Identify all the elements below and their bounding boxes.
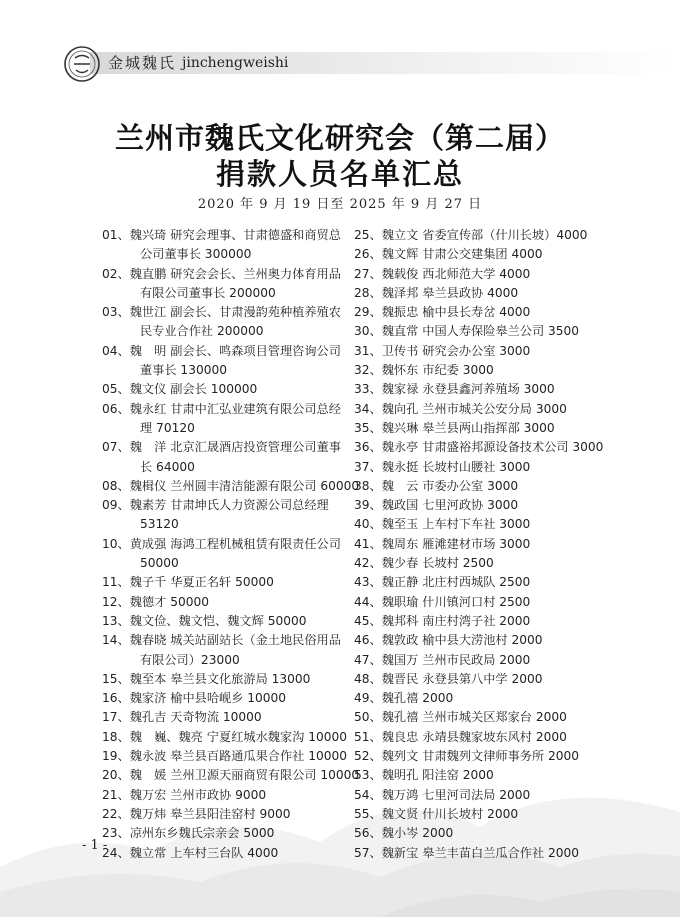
donor-index: 24、 <box>102 845 130 860</box>
donor-name: 魏 云 <box>381 478 419 493</box>
donor-entry <box>354 689 654 708</box>
donor-detail: 2000 <box>422 691 454 706</box>
donor-name: 魏春晓 <box>129 633 167 648</box>
donor-name: 魏载俊 <box>381 266 419 281</box>
donor-detail: 副会长、鸣森项目管理咨询公司 <box>170 343 341 358</box>
donor-detail: 研究会会长、兰州奥力体育用品 <box>170 266 341 281</box>
donor-name: 魏 巍、魏亮 <box>129 729 203 744</box>
donor-index: 51、 <box>354 729 382 744</box>
donor-index: 10、 <box>102 536 130 551</box>
donor-entry <box>354 612 654 631</box>
donor-entry <box>354 226 654 245</box>
donor-detail: 甘肃坤氏人力资源公司总经理 <box>170 498 329 513</box>
donor-detail: 榆中县大涝池村 2000 <box>422 633 543 648</box>
donor-index: 45、 <box>354 613 382 628</box>
donor-detail: 甘肃公交建集团 4000 <box>422 247 543 262</box>
donor-index: 15、 <box>102 671 130 686</box>
donor-detail: 甘肃魏列文律师事务所 2000 <box>422 749 580 764</box>
donor-name: 魏永亭 <box>381 440 419 455</box>
donor-index: 03、 <box>102 305 130 320</box>
donor-entry <box>354 824 654 843</box>
donor-entry-continuation <box>102 458 348 477</box>
donor-detail: 北京汇晟酒店投资管理公司董事 <box>170 440 341 455</box>
donor-entry <box>102 303 348 322</box>
donor-name: 魏孔禧 <box>381 710 419 725</box>
donor-entry <box>354 554 654 573</box>
donor-index: 07、 <box>102 440 130 455</box>
donor-entry <box>102 593 348 612</box>
donor-detail: 中国人寿保险皋兰公司 3500 <box>422 324 580 339</box>
donor-entry <box>102 400 348 419</box>
donor-name: 魏小岑 <box>381 826 419 841</box>
donor-detail: 兰州卫源天丽商贸有限公司 10000 <box>170 768 360 783</box>
donor-list-left <box>102 226 360 863</box>
donor-entry <box>102 805 348 824</box>
donor-detail: 天奇物流 10000 <box>170 710 262 725</box>
donor-entry <box>102 689 348 708</box>
document-title-line2: 捐款人员名单汇总 <box>215 157 464 191</box>
donor-entry <box>354 265 654 284</box>
donor-detail: 兰州市政协 9000 <box>170 787 267 802</box>
donor-entry <box>102 342 348 361</box>
donor-index: 06、 <box>102 401 130 416</box>
header-brand-cn: 金城魏氏 <box>108 54 177 72</box>
donor-detail: 皋兰县两山指挥部 3000 <box>422 420 555 435</box>
donor-name: 魏周东 <box>381 536 419 551</box>
donor-detail: 副会长、甘肃漫韵苑种植养殖农 <box>170 305 341 320</box>
donor-entry <box>354 322 654 341</box>
donor-index: 52、 <box>354 749 382 764</box>
donor-name: 魏万鸿 <box>381 787 419 802</box>
donor-name: 魏兴琦 <box>129 228 167 242</box>
donor-name: 魏 洋 <box>129 440 167 455</box>
donor-index: 40、 <box>354 517 382 532</box>
donor-index: 38、 <box>354 478 382 493</box>
donor-detail: 53120 <box>140 517 179 532</box>
donor-entry-continuation <box>102 419 348 438</box>
donor-entry <box>354 361 654 380</box>
donor-index: 11、 <box>102 575 130 590</box>
donor-name: 魏素芳 <box>129 498 167 513</box>
donor-detail: 市委办公室 3000 <box>422 478 519 493</box>
donor-entry <box>102 226 348 245</box>
donor-index: 27、 <box>354 266 382 281</box>
donor-index: 43、 <box>354 575 382 590</box>
donor-entry <box>102 728 348 747</box>
donor-entry-continuation <box>102 284 348 303</box>
donor-index: 19、 <box>102 749 130 764</box>
donor-name: 魏家济 <box>129 691 167 706</box>
donor-index: 16、 <box>102 691 130 706</box>
donor-entry <box>102 766 360 785</box>
donor-detail: 永登县第八中学 2000 <box>422 671 543 686</box>
donor-entry <box>354 805 654 824</box>
donor-entry <box>354 342 654 361</box>
header-band <box>90 52 680 74</box>
donor-name: 魏至本 <box>129 671 167 686</box>
donor-detail: 皋兰县政协 4000 <box>422 285 519 300</box>
donor-detail: 50000 <box>140 556 179 571</box>
donor-index: 04、 <box>102 343 130 358</box>
donor-entry <box>354 419 654 438</box>
donor-entry-continuation <box>102 361 348 380</box>
donor-index: 18、 <box>102 729 130 744</box>
donor-name: 魏孔吉 <box>129 710 167 725</box>
donor-detail: 兰州市民政局 2000 <box>422 652 531 667</box>
donor-entry <box>102 477 360 496</box>
donor-entry <box>354 670 654 689</box>
donor-detail: 北庄村西城队 2500 <box>422 575 531 590</box>
donor-index: 44、 <box>354 594 382 609</box>
donor-index: 08、 <box>102 478 130 493</box>
donor-entry <box>102 708 348 727</box>
donor-entry <box>102 747 348 766</box>
donor-entry <box>102 535 348 554</box>
donor-detail: 什川镇河口村 2500 <box>422 594 531 609</box>
donor-detail: 研究会理事、甘肃德盛和商贸总 <box>170 228 341 242</box>
donor-name: 魏少春 <box>381 556 419 571</box>
donor-detail: 民专业合作社 200000 <box>140 324 264 339</box>
donor-entry-continuation <box>102 651 348 670</box>
donor-detail: 5000 <box>243 826 275 841</box>
donor-name: 魏文俭、魏文恺、魏文辉 <box>129 613 264 628</box>
donor-detail: 研究会办公室 3000 <box>422 343 531 358</box>
page-number: - 1 - <box>82 838 108 853</box>
donor-name: 魏永红 <box>129 401 167 416</box>
donor-detail: 长坡村山腰社 3000 <box>422 459 531 474</box>
donor-entry <box>354 245 654 264</box>
donor-entry <box>354 708 654 727</box>
donor-name: 魏文仪 <box>129 382 167 397</box>
donor-index: 29、 <box>354 305 382 320</box>
donor-index: 20、 <box>102 768 130 783</box>
donor-entry <box>354 766 654 785</box>
donor-detail: 甘肃中汇弘业建筑有限公司总经 <box>170 401 341 416</box>
donor-entry-continuation <box>102 515 348 534</box>
donor-detail: 南庄村湾子社 2000 <box>422 613 531 628</box>
donor-entry <box>102 631 348 650</box>
donor-index: 36、 <box>354 440 382 455</box>
donor-index: 46、 <box>354 633 382 648</box>
donor-detail: 榆中县哈岘乡 10000 <box>170 691 287 706</box>
donor-entry <box>354 573 654 592</box>
donor-detail: 兰州市城关区郑家台 2000 <box>422 710 567 725</box>
donor-name: 魏世江 <box>129 305 167 320</box>
donor-detail: 海鸿工程机械租赁有限责任公司 <box>170 536 341 551</box>
donor-detail: 兰州市城关公安分局 3000 <box>422 401 567 416</box>
donor-name: 魏立常 <box>129 845 167 860</box>
donor-name: 魏邦科 <box>381 613 419 628</box>
donor-entry <box>354 477 654 496</box>
donor-name: 魏列文 <box>381 749 419 764</box>
donor-index: 35、 <box>354 420 382 435</box>
donor-name: 魏子千 <box>129 575 167 590</box>
donor-index: 23、 <box>102 826 130 841</box>
donor-name: 魏永挺 <box>381 459 419 474</box>
donor-entry <box>354 593 654 612</box>
donor-entry <box>354 535 654 554</box>
donor-index: 39、 <box>354 498 382 513</box>
donor-entry-continuation <box>102 554 348 573</box>
donor-detail: 上车村下车社 3000 <box>422 517 531 532</box>
donor-detail: 皋兰丰苗白兰瓜合作社 2000 <box>422 845 580 860</box>
donor-name: 魏良忠 <box>381 729 419 744</box>
donor-name: 魏永波 <box>129 749 167 764</box>
donor-name: 魏正静 <box>381 575 419 590</box>
donor-index: 13、 <box>102 613 130 628</box>
donor-name: 魏文辉 <box>381 247 419 262</box>
donor-index: 02、 <box>102 266 130 281</box>
donor-detail: 上车村三台队 4000 <box>170 845 279 860</box>
donor-detail: 50000 <box>170 594 210 609</box>
donor-name: 黄成强 <box>129 536 167 551</box>
donor-name: 魏立文 <box>381 228 419 242</box>
donor-detail: 雁滩建材市场 3000 <box>422 536 531 551</box>
donor-entry <box>354 284 654 303</box>
donor-entry <box>354 728 654 747</box>
donor-name: 魏德才 <box>129 594 167 609</box>
donor-detail: 长坡村 2500 <box>422 556 494 571</box>
donor-entry <box>354 515 654 534</box>
donor-detail: 甘肃盛裕邦源设备技术公司 3000 <box>422 440 604 455</box>
donor-name: 魏 媛 <box>129 768 167 783</box>
donor-entry <box>102 824 348 843</box>
donor-index: 54、 <box>354 787 382 802</box>
donor-name: 魏职瑜 <box>381 594 419 609</box>
donor-index: 14、 <box>102 633 130 648</box>
donor-index: 32、 <box>354 363 382 378</box>
donor-entry <box>354 400 654 419</box>
donor-index: 49、 <box>354 691 382 706</box>
donor-detail: 永靖县魏家坡东风村 2000 <box>422 729 567 744</box>
donor-detail: 兰州圆丰清洁能源有限公司 60000 <box>170 478 360 493</box>
donor-index: 25、 <box>354 228 382 242</box>
donor-detail: 城关站副站长（金土地民俗用品 <box>170 633 341 648</box>
donor-entry <box>102 496 348 515</box>
donor-detail: 皋兰县阳洼窑村 9000 <box>170 806 291 821</box>
donor-detail: 什川长坡村 2000 <box>422 806 519 821</box>
donor-detail: 有限公司董事长 200000 <box>140 285 276 300</box>
donor-detail: 长 64000 <box>140 459 195 474</box>
donor-detail: 榆中县长寿岔 4000 <box>422 305 531 320</box>
donor-index: 26、 <box>354 247 382 262</box>
donor-entry <box>102 573 348 592</box>
donor-name: 魏万宏 <box>129 787 167 802</box>
donor-index: 33、 <box>354 382 382 397</box>
donor-name: 魏兴琳 <box>381 420 419 435</box>
donor-index: 42、 <box>354 556 382 571</box>
donor-name: 魏明孔 <box>381 768 419 783</box>
donor-entry <box>354 844 654 863</box>
header-brand-en: jinchengweishi <box>182 55 289 71</box>
donor-name: 魏新宝 <box>381 845 419 860</box>
donor-index: 56、 <box>354 826 382 841</box>
donor-entry <box>354 458 654 477</box>
donor-name: 魏直常 <box>381 324 419 339</box>
donor-entry <box>354 631 654 650</box>
donor-entry <box>354 303 654 322</box>
donor-entry <box>102 786 348 805</box>
donor-detail: 七里河政协 3000 <box>422 498 519 513</box>
donor-name: 魏 明 <box>129 343 167 358</box>
donor-entry <box>354 786 654 805</box>
donor-entry-continuation <box>102 245 348 264</box>
page-header <box>0 38 680 88</box>
donor-index: 12、 <box>102 594 130 609</box>
donor-name: 魏孔禧 <box>381 691 419 706</box>
date-range: 2020 年 9 月 19 日至 2025 年 9 月 27 日 <box>197 197 483 212</box>
document-title-line1: 兰州市魏氏文化研究会（第二届） <box>114 121 565 155</box>
donor-entry <box>354 651 654 670</box>
donor-index: 17、 <box>102 710 130 725</box>
donor-index: 34、 <box>354 401 382 416</box>
donor-name: 魏泽邦 <box>381 285 419 300</box>
donor-name: 魏直鹏 <box>129 266 167 281</box>
donor-detail: 有限公司）23000 <box>140 652 240 667</box>
donor-index: 01、 <box>102 228 130 242</box>
donor-detail: 永登县鑫河养殖场 3000 <box>422 382 555 397</box>
donor-detail: 副会长 100000 <box>170 382 258 397</box>
donor-name: 魏万炜 <box>129 806 167 821</box>
donor-entry <box>102 612 348 631</box>
donor-detail: 宁夏红城水魏家沟 10000 <box>206 729 347 744</box>
donor-name: 魏向孔 <box>381 401 419 416</box>
donor-index: 55、 <box>354 806 382 821</box>
donor-index: 28、 <box>354 285 382 300</box>
donor-detail: 50000 <box>267 613 307 628</box>
donor-detail: 西北师范大学 4000 <box>422 266 531 281</box>
donor-name: 魏楫仪 <box>129 478 167 493</box>
donor-index: 50、 <box>354 710 382 725</box>
donor-detail: 省委宣传部（什川长坡）4000 <box>422 228 588 242</box>
donor-name: 魏敦政 <box>381 633 419 648</box>
donor-index: 53、 <box>354 768 382 783</box>
donor-detail: 市纪委 3000 <box>422 363 494 378</box>
donor-index: 37、 <box>354 459 382 474</box>
donor-name: 魏振忠 <box>381 305 419 320</box>
donor-name: 魏至玉 <box>381 517 419 532</box>
donor-detail: 七里河司法局 2000 <box>422 787 531 802</box>
donor-entry <box>354 747 654 766</box>
donor-index: 05、 <box>102 382 130 397</box>
donor-detail: 董事长 130000 <box>140 363 227 378</box>
donor-index: 22、 <box>102 806 130 821</box>
donor-name: 魏文贤 <box>381 806 419 821</box>
donor-index: 41、 <box>354 536 382 551</box>
donor-entry <box>102 844 348 863</box>
donor-index: 31、 <box>354 343 382 358</box>
donor-entry <box>102 438 348 457</box>
donor-index: 48、 <box>354 671 382 686</box>
donor-detail: 阳洼窑 2000 <box>422 768 494 783</box>
donor-entry <box>354 438 654 457</box>
donor-entry <box>102 670 348 689</box>
donor-index: 30、 <box>354 324 382 339</box>
donor-detail: 公司董事长 300000 <box>140 247 252 262</box>
donor-list-right <box>354 226 654 863</box>
donor-name: 魏家禄 <box>381 382 419 397</box>
donor-index: 21、 <box>102 787 130 802</box>
donor-name: 卫传书 <box>381 343 419 358</box>
donor-index: 57、 <box>354 845 382 860</box>
donor-detail: 华夏正名轩 50000 <box>170 575 274 590</box>
donor-detail: 理 70120 <box>140 420 195 435</box>
donor-entry <box>102 265 348 284</box>
seal-logo-icon <box>62 44 102 84</box>
donor-entry <box>102 380 348 399</box>
donor-index: 47、 <box>354 652 382 667</box>
donor-name: 魏政国 <box>381 498 419 513</box>
donor-detail: 皋兰县文化旅游局 13000 <box>170 671 311 686</box>
donor-name: 魏国万 <box>381 652 419 667</box>
donor-entry <box>354 380 654 399</box>
donor-name: 魏怀东 <box>381 363 419 378</box>
donor-entry <box>354 496 654 515</box>
donor-index: 09、 <box>102 498 130 513</box>
donor-detail: 皋兰县百路通瓜果合作社 10000 <box>170 749 347 764</box>
donor-name: 凉州东乡魏氏宗亲会 <box>129 826 240 841</box>
donor-name: 魏晋民 <box>381 671 419 686</box>
donor-detail: 2000 <box>422 826 454 841</box>
donor-entry-continuation <box>102 322 348 341</box>
